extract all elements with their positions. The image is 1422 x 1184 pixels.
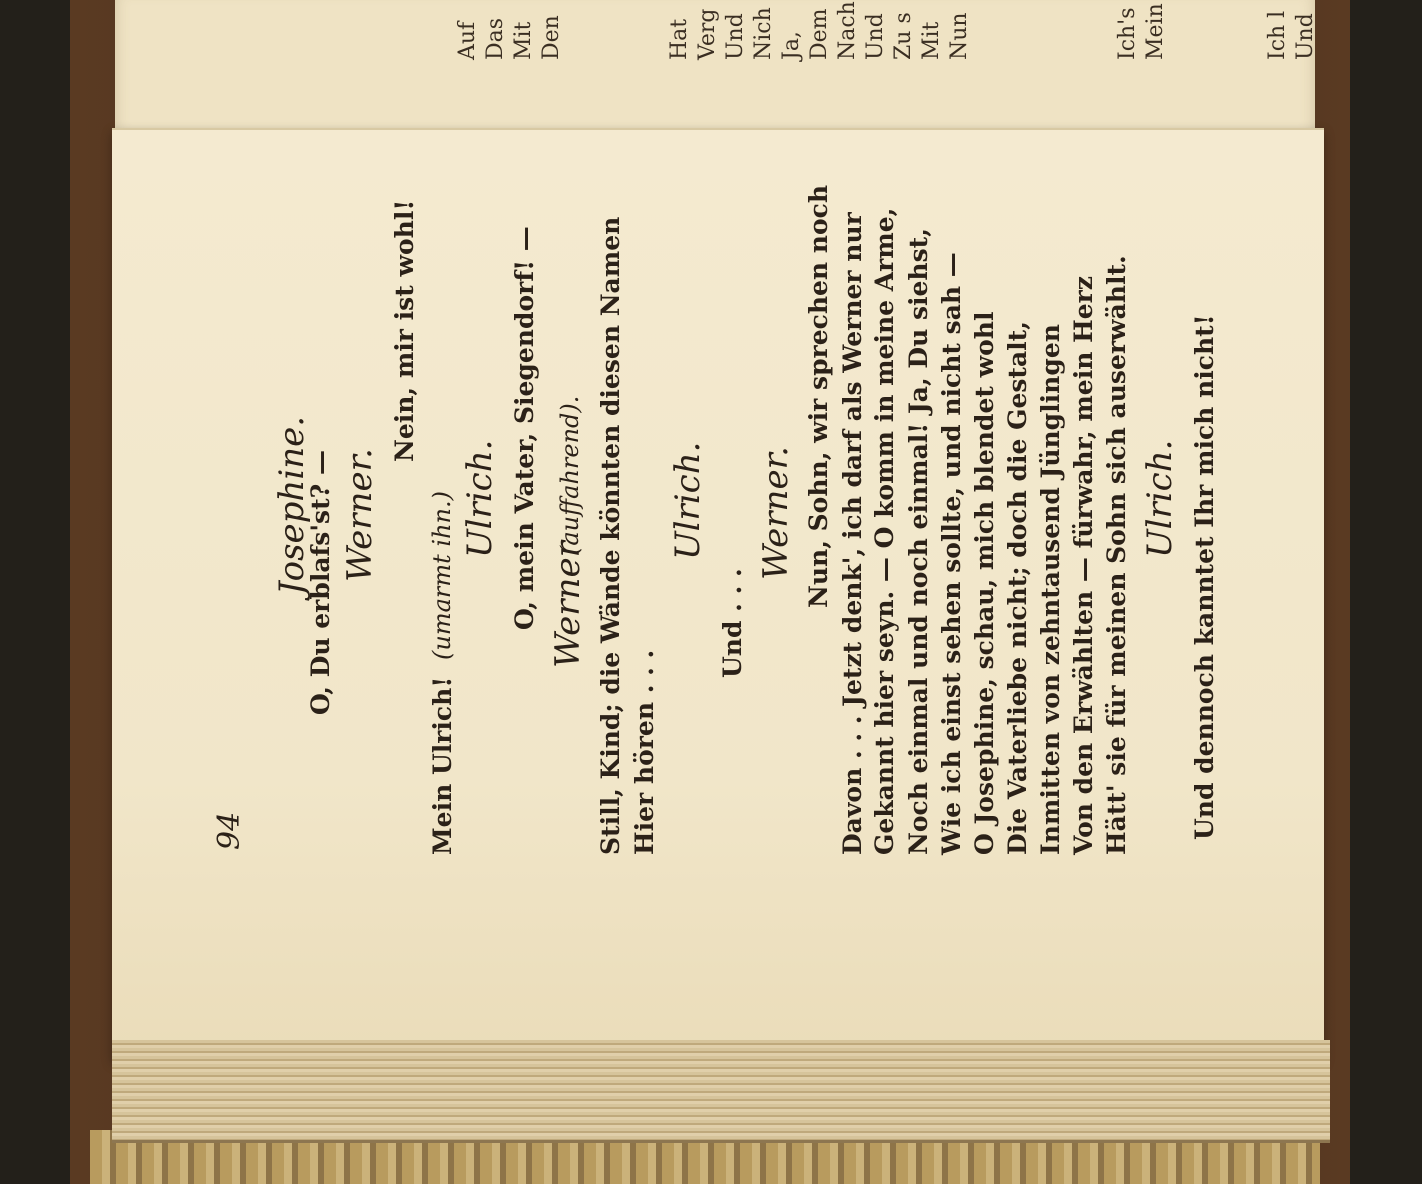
verse-line: Nun, Sohn, wir sprechen noch [804,184,833,608]
verse-line: Nein, mir ist wohl! [390,199,419,462]
facing-fragment: Nun [947,12,972,60]
facing-fragment: Mit [511,21,536,60]
verse-line: O Josephine, schau, mich blendet wohl [970,311,999,855]
verse-line: Wie ich einst sehen sollte, und nicht sah — [937,252,966,855]
speaker-name: Ulrich. [1140,439,1180,558]
facing-fragment: Ja, [779,31,804,60]
verse-line: Hier hören . . . [630,649,659,855]
facing-fragment: Hat [667,18,692,60]
facing-fragment: Nach [835,1,860,60]
verse-line: Noch einmal und noch einmal! Ja, Du siehst, [904,228,933,855]
verse-line: O, Du erblafs'st? — [306,450,335,715]
facing-fragment: Ich's [1115,7,1140,60]
facing-fragment: Dem [807,8,832,60]
verse-line: Von den Erwählten — fürwahr, mein Herz [1069,276,1098,855]
verse-line: Die Vaterliebe nicht; doch die Gestalt, [1003,321,1032,855]
facing-fragment: Und [723,13,748,60]
facing-fragment: Verg [695,8,720,60]
stage-direction: (auffahrend). [556,395,584,555]
verse-line: Still, Kind; die Wände könnten diesen Namen [596,216,625,855]
verse-line: Davon . . . Jetzt denk', ich darf als Werner nur [838,212,867,855]
verse-line: O, mein Vater, Siegendorf! — [510,226,539,630]
facing-fragment: Und [863,13,888,60]
verse-line: Inmitten von zehntausend Jünglingen [1036,324,1065,855]
speaker-name: Werner. [756,446,796,580]
verse-line: Und . . . [718,568,747,678]
verse-line: Mein Ulrich! [428,676,457,855]
speaker-name: Werner [548,541,588,668]
page-edges [112,1040,1330,1143]
speaker-name: Ulrich. [668,441,708,560]
facing-fragment: Mein [1143,3,1168,60]
facing-fragment: Auf [455,21,480,60]
facing-fragment: Nich [751,7,776,60]
facing-fragment: Mit [919,21,944,60]
facing-fragment: Das [483,17,508,60]
speaker-name: Werner. [340,448,380,582]
facing-fragment: Und [1293,13,1318,60]
speaker-name: Josephine. [272,415,312,595]
verse-line: Gekannt hier seyn. — O komm in meine Arme, [870,207,899,855]
verse-line: Hätt' sie für meinen Sohn sich auserwählt. [1102,255,1131,855]
facing-fragment: Ich l [1265,10,1290,60]
stage-direction: (umarmt ihn.) [428,491,456,660]
page-number: 94 [212,811,247,850]
verse-line: Und dennoch kanntet Ihr mich nicht! [1190,314,1219,840]
facing-fragment: Zu s [891,12,916,60]
facing-fragment: Den [539,15,564,60]
speaker-name: Ulrich. [460,439,500,558]
